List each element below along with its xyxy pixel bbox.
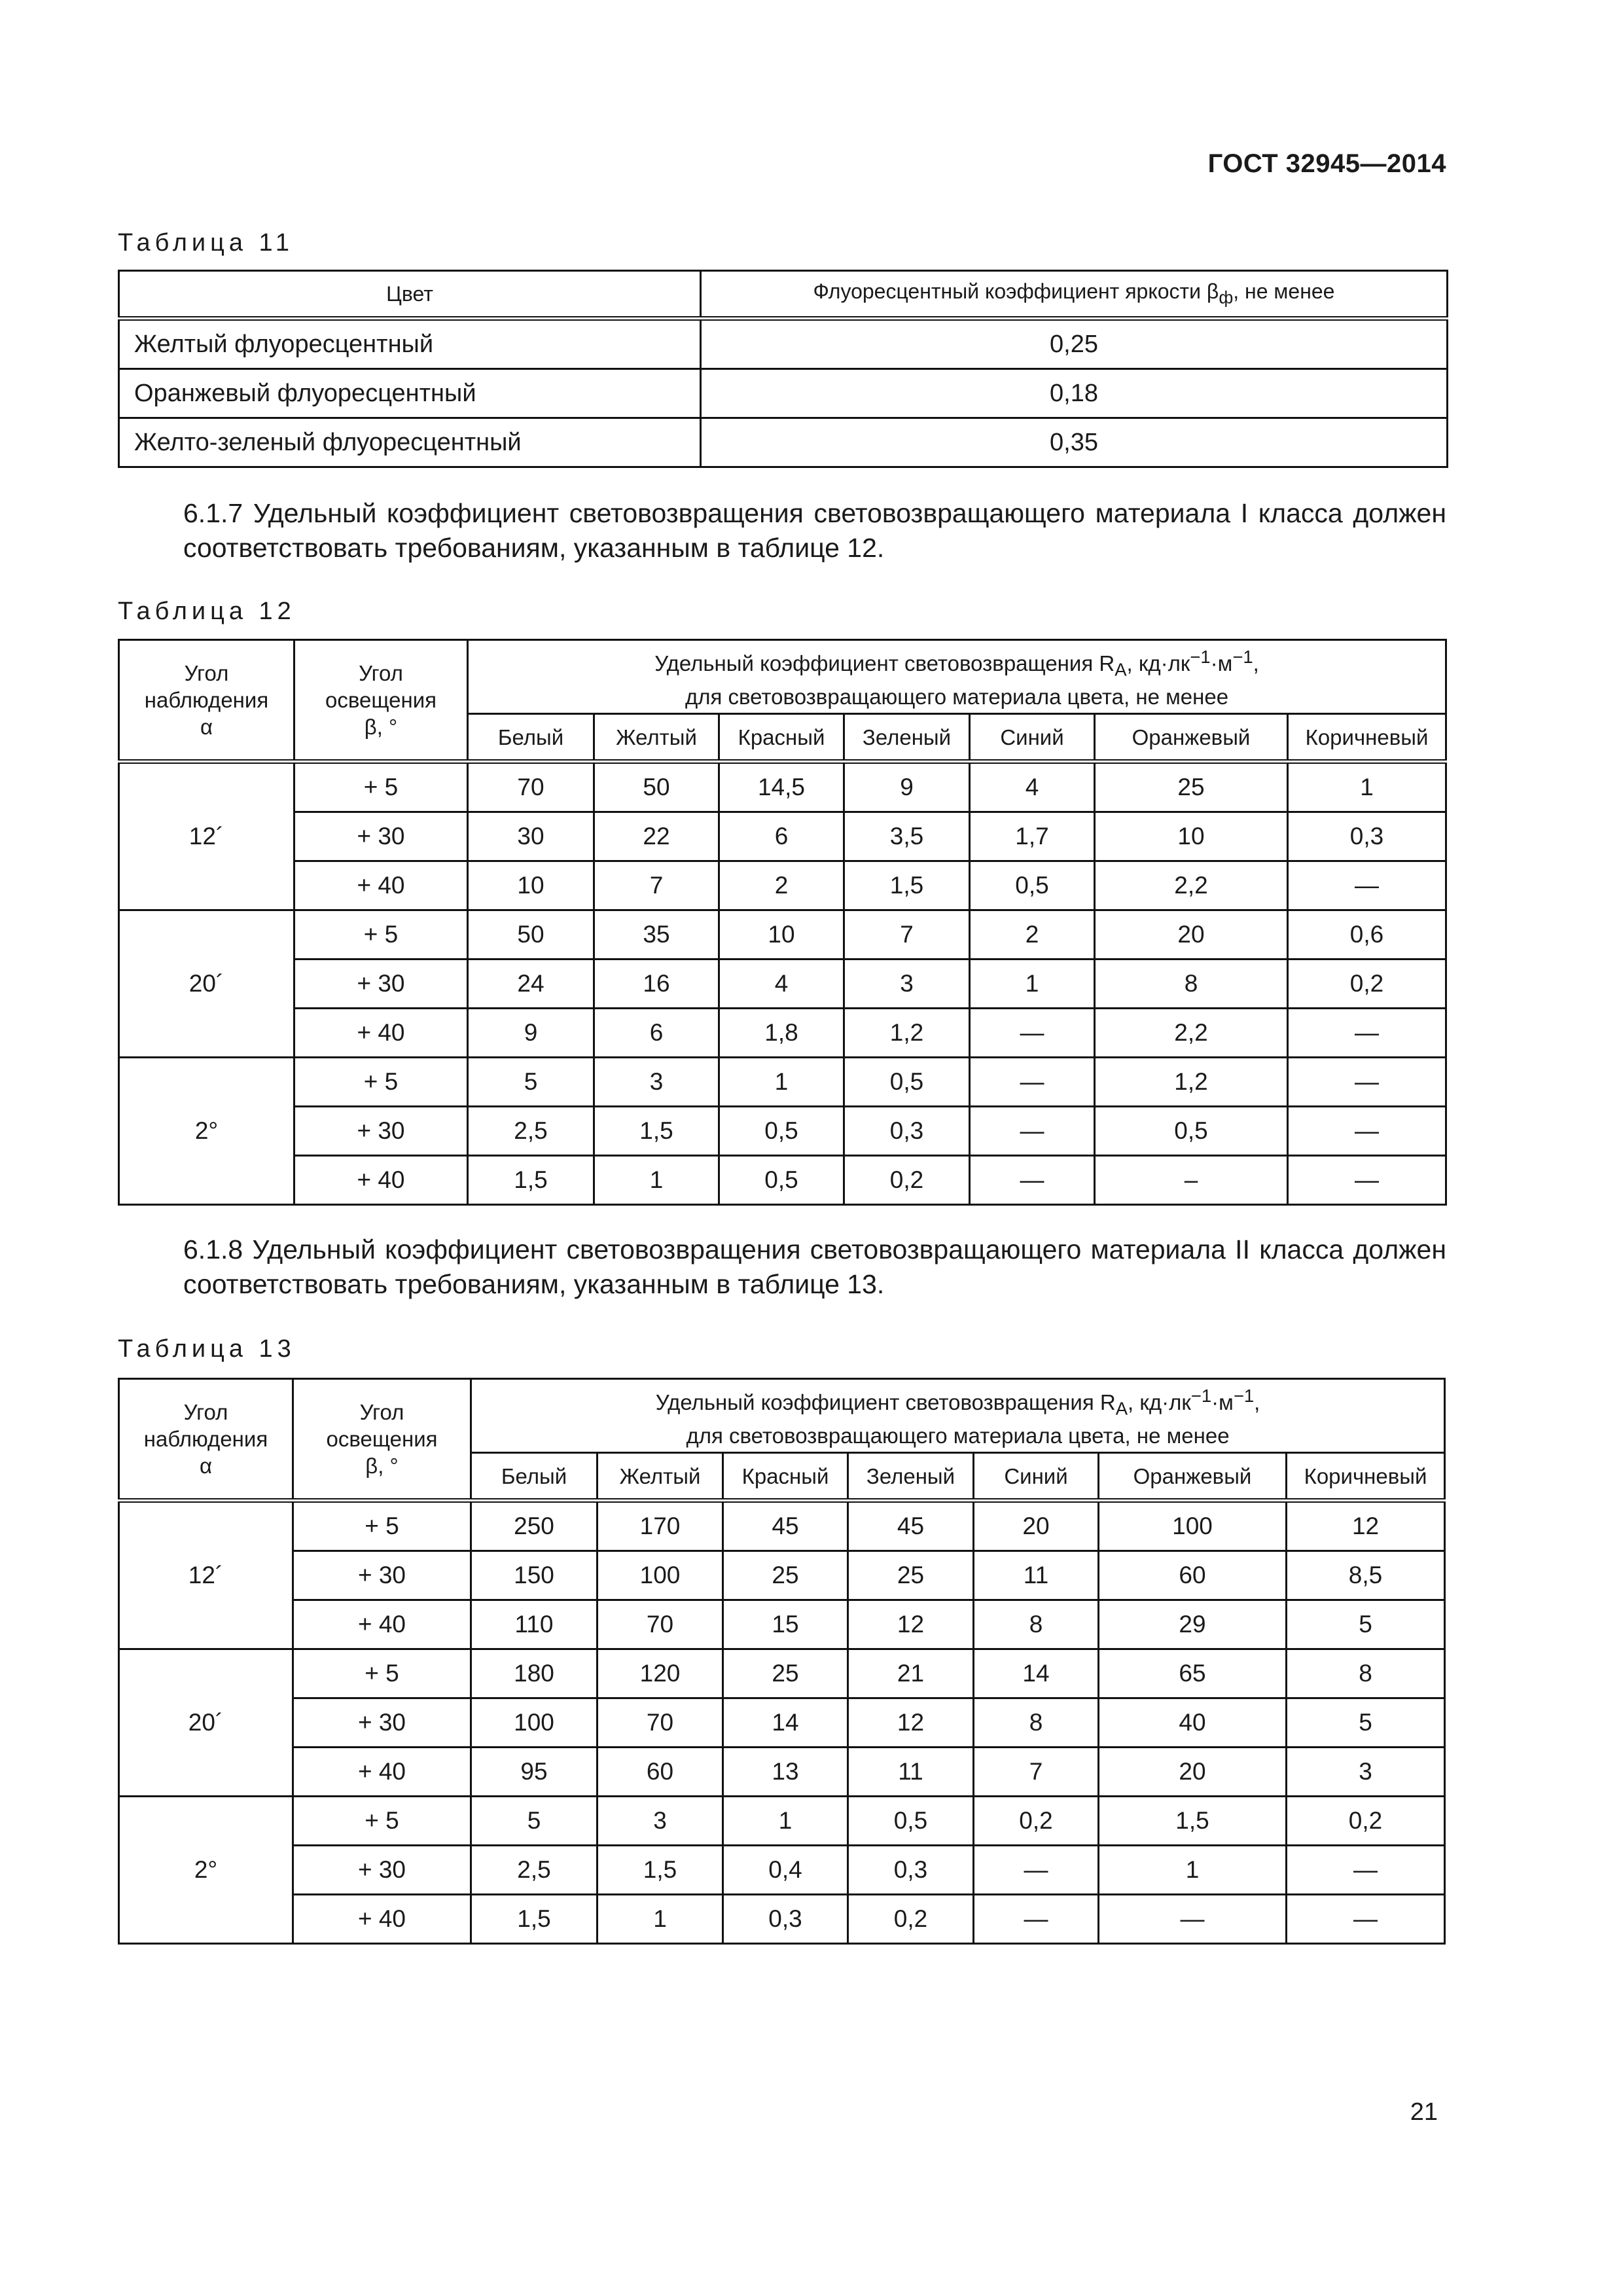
- value-cell: 50: [468, 910, 594, 960]
- value-cell: —: [1288, 1107, 1446, 1156]
- value-cell: 8: [1095, 960, 1288, 1009]
- value-cell: 1,2: [844, 1009, 970, 1058]
- value-cell: —: [1287, 1846, 1445, 1895]
- table-row: [119, 418, 1448, 467]
- value-cell: 8: [974, 1698, 1099, 1748]
- value-cell: 120: [597, 1649, 723, 1698]
- value-cell: —: [974, 1846, 1099, 1895]
- observation-angle-cell: 2°: [119, 1058, 294, 1205]
- value-cell: 0,6: [1288, 910, 1446, 960]
- value-cell: —: [970, 1009, 1095, 1058]
- value-cell: 4: [970, 762, 1095, 812]
- value-cell: 45: [723, 1501, 848, 1551]
- table-12: [118, 639, 1447, 1206]
- column-header-color: Оранжевый: [1095, 714, 1288, 762]
- value-cell: 5: [468, 1058, 594, 1107]
- value-cell: —: [1288, 1009, 1446, 1058]
- table-row: [119, 812, 1446, 861]
- value-cell: 1: [719, 1058, 844, 1107]
- value-cell: 3: [1287, 1748, 1445, 1797]
- value-cell: 4: [719, 960, 844, 1009]
- coefficient-cell: 0,18: [701, 369, 1448, 418]
- value-cell: 3: [597, 1797, 723, 1846]
- value-cell: 12: [1287, 1501, 1445, 1551]
- illumination-angle-cell: + 30: [293, 1551, 471, 1600]
- table-row: [119, 369, 1448, 418]
- illumination-angle-cell: + 30: [293, 1698, 471, 1748]
- table-row: [119, 1156, 1446, 1205]
- column-header-color: Белый: [468, 714, 594, 762]
- value-cell: 1,5: [597, 1846, 723, 1895]
- table-row: [119, 1698, 1445, 1748]
- table-11: [118, 270, 1448, 468]
- observation-angle-cell: 12´: [119, 762, 294, 910]
- value-cell: 8: [974, 1600, 1099, 1649]
- value-cell: 100: [471, 1698, 597, 1748]
- value-cell: 0,3: [848, 1846, 974, 1895]
- document-code: ГОСТ 32945—2014: [1207, 149, 1446, 178]
- value-cell: 2,2: [1095, 1009, 1288, 1058]
- table-row: [119, 1009, 1446, 1058]
- value-cell: 7: [594, 861, 719, 910]
- illumination-angle-cell: + 40: [293, 1748, 471, 1797]
- value-cell: 12: [848, 1698, 974, 1748]
- table-row: [119, 1797, 1445, 1846]
- illumination-angle-cell: + 5: [293, 1501, 471, 1551]
- value-cell: 25: [723, 1649, 848, 1698]
- value-cell: 0,5: [719, 1107, 844, 1156]
- value-cell: 0,5: [1095, 1107, 1288, 1156]
- table-row: [119, 1551, 1445, 1600]
- table-row: [119, 1058, 1446, 1107]
- table-row: [119, 1895, 1445, 1944]
- value-cell: 2,2: [1095, 861, 1288, 910]
- value-cell: 0,2: [974, 1797, 1099, 1846]
- illumination-angle-cell: + 5: [293, 1649, 471, 1698]
- illumination-angle-cell: + 5: [294, 1058, 468, 1107]
- table-row: [119, 1501, 1445, 1551]
- column-header-color: Красный: [723, 1453, 848, 1501]
- value-cell: 45: [848, 1501, 974, 1551]
- illumination-angle-cell: + 30: [293, 1846, 471, 1895]
- value-cell: 24: [468, 960, 594, 1009]
- table-12-caption: Таблица 12: [118, 598, 296, 625]
- page-number: 21: [1410, 2098, 1438, 2126]
- value-cell: 35: [594, 910, 719, 960]
- value-cell: 0,5: [844, 1058, 970, 1107]
- table-row: [119, 861, 1446, 910]
- value-cell: 1,2: [1095, 1058, 1288, 1107]
- value-cell: 1,5: [1099, 1797, 1287, 1846]
- value-cell: 3: [594, 1058, 719, 1107]
- value-cell: 0,2: [1287, 1797, 1445, 1846]
- column-header-color: Синий: [970, 714, 1095, 762]
- column-header-color: Белый: [471, 1453, 597, 1501]
- column-header-illumination-angle: Угол освещения β, °: [293, 1379, 471, 1501]
- value-cell: —: [1288, 1058, 1446, 1107]
- column-header-color: Цвет: [119, 271, 701, 319]
- value-cell: 7: [974, 1748, 1099, 1797]
- illumination-angle-cell: + 40: [294, 1156, 468, 1205]
- value-cell: 1: [1288, 762, 1446, 812]
- value-cell: 110: [471, 1600, 597, 1649]
- value-cell: 14: [723, 1698, 848, 1748]
- table-row: [119, 910, 1446, 960]
- value-cell: 16: [594, 960, 719, 1009]
- observation-angle-cell: 20´: [119, 1649, 293, 1797]
- value-cell: 22: [594, 812, 719, 861]
- value-cell: 70: [468, 762, 594, 812]
- value-cell: 170: [597, 1501, 723, 1551]
- value-cell: 1: [597, 1895, 723, 1944]
- value-cell: 21: [848, 1649, 974, 1698]
- value-cell: 7: [844, 910, 970, 960]
- value-cell: 5: [471, 1797, 597, 1846]
- value-cell: 3: [844, 960, 970, 1009]
- value-cell: 0,5: [970, 861, 1095, 910]
- illumination-angle-cell: + 40: [294, 861, 468, 910]
- value-cell: 1,5: [468, 1156, 594, 1205]
- value-cell: 13: [723, 1748, 848, 1797]
- illumination-angle-cell: + 30: [294, 812, 468, 861]
- value-cell: 70: [597, 1698, 723, 1748]
- color-name-cell: Желто-зеленый флуоресцентный: [119, 418, 701, 467]
- value-cell: 0,3: [844, 1107, 970, 1156]
- value-cell: 95: [471, 1748, 597, 1797]
- value-cell: 11: [974, 1551, 1099, 1600]
- value-cell: —: [970, 1156, 1095, 1205]
- observation-angle-cell: 20´: [119, 910, 294, 1058]
- paragraph-6-1-7: 6.1.7 Удельный коэффициент световозвращения световозвращающего материала I класса должен соответствовать требованиям, указанным в таблице 12.: [183, 498, 1446, 563]
- value-cell: 8: [1287, 1649, 1445, 1698]
- column-header-color: Желтый: [594, 714, 719, 762]
- value-cell: 180: [471, 1649, 597, 1698]
- column-header-retroreflection-coefficient: Удельный коэффициент световозвращения $R_А$, $кд\cdot лк^{-1}\cdot м^{-1}$, для световозвращающего материала цвета, не менее: [471, 1379, 1445, 1453]
- value-cell: 40: [1099, 1698, 1287, 1748]
- illumination-angle-cell: + 5: [293, 1797, 471, 1846]
- value-cell: 0,2: [848, 1895, 974, 1944]
- value-cell: 2: [719, 861, 844, 910]
- value-cell: 25: [1095, 762, 1288, 812]
- value-cell: 0,5: [719, 1156, 844, 1205]
- value-cell: 0,2: [1288, 960, 1446, 1009]
- value-cell: 9: [844, 762, 970, 812]
- value-cell: 60: [1099, 1551, 1287, 1600]
- value-cell: 12: [848, 1600, 974, 1649]
- value-cell: 150: [471, 1551, 597, 1600]
- value-cell: 2: [970, 910, 1095, 960]
- value-cell: 10: [1095, 812, 1288, 861]
- value-cell: 30: [468, 812, 594, 861]
- value-cell: 9: [468, 1009, 594, 1058]
- value-cell: 60: [597, 1748, 723, 1797]
- paragraph-6-1-8: 6.1.8 Удельный коэффициент световозвращения световозвращающего материала II класса должен соответствовать требованиям, указанным в таблице 13.: [183, 1234, 1446, 1299]
- value-cell: 1,8: [719, 1009, 844, 1058]
- observation-angle-cell: 2°: [119, 1797, 293, 1944]
- value-cell: —: [1287, 1895, 1445, 1944]
- value-cell: 65: [1099, 1649, 1287, 1698]
- table-row: [119, 1649, 1445, 1698]
- table-11-caption: Таблица 11: [118, 229, 294, 257]
- column-header-retroreflection-coefficient: Удельный коэффициент световозвращения $R_А$, $кд\cdot лк^{-1}\cdot м^{-1}$, для световозвращающего материала цвета, не менее: [468, 640, 1446, 714]
- value-cell: 1: [1099, 1846, 1287, 1895]
- value-cell: 0,2: [844, 1156, 970, 1205]
- value-cell: 6: [719, 812, 844, 861]
- illumination-angle-cell: + 40: [293, 1600, 471, 1649]
- value-cell: 20: [974, 1501, 1099, 1551]
- value-cell: 0,4: [723, 1846, 848, 1895]
- table-13: [118, 1378, 1446, 1945]
- value-cell: 2,5: [471, 1846, 597, 1895]
- value-cell: 15: [723, 1600, 848, 1649]
- illumination-angle-cell: + 5: [294, 762, 468, 812]
- value-cell: 1: [723, 1797, 848, 1846]
- value-cell: 14,5: [719, 762, 844, 812]
- value-cell: 100: [1099, 1501, 1287, 1551]
- table-row: [119, 1748, 1445, 1797]
- value-cell: 250: [471, 1501, 597, 1551]
- value-cell: 25: [848, 1551, 974, 1600]
- value-cell: 14: [974, 1649, 1099, 1698]
- table-row: [119, 1600, 1445, 1649]
- value-cell: 29: [1099, 1600, 1287, 1649]
- column-header-color: Красный: [719, 714, 844, 762]
- table-row: [119, 1846, 1445, 1895]
- value-cell: 6: [594, 1009, 719, 1058]
- illumination-angle-cell: + 30: [294, 960, 468, 1009]
- value-cell: 5: [1287, 1698, 1445, 1748]
- value-cell: 20: [1099, 1748, 1287, 1797]
- value-cell: 3,5: [844, 812, 970, 861]
- value-cell: 25: [723, 1551, 848, 1600]
- value-cell: 0,3: [1288, 812, 1446, 861]
- column-header-color: Зеленый: [848, 1453, 974, 1501]
- column-header-color: Коричневый: [1287, 1453, 1445, 1501]
- illumination-angle-cell: + 40: [293, 1895, 471, 1944]
- value-cell: 1: [594, 1156, 719, 1205]
- table-13-caption: Таблица 13: [118, 1335, 296, 1363]
- value-cell: —: [970, 1107, 1095, 1156]
- illumination-angle-cell: + 30: [294, 1107, 468, 1156]
- value-cell: —: [1288, 1156, 1446, 1205]
- value-cell: 1: [970, 960, 1095, 1009]
- value-cell: 1,5: [844, 861, 970, 910]
- coefficient-cell: 0,35: [701, 418, 1448, 467]
- column-header-color: Синий: [974, 1453, 1099, 1501]
- value-cell: 0,5: [848, 1797, 974, 1846]
- value-cell: 1,7: [970, 812, 1095, 861]
- value-cell: 20: [1095, 910, 1288, 960]
- illumination-angle-cell: + 40: [294, 1009, 468, 1058]
- value-cell: —: [970, 1058, 1095, 1107]
- table-row: [119, 319, 1448, 369]
- value-cell: 2,5: [468, 1107, 594, 1156]
- value-cell: 8,5: [1287, 1551, 1445, 1600]
- value-cell: 10: [719, 910, 844, 960]
- value-cell: —: [974, 1895, 1099, 1944]
- value-cell: 5: [1287, 1600, 1445, 1649]
- observation-angle-cell: 12´: [119, 1501, 293, 1649]
- value-cell: 1,5: [594, 1107, 719, 1156]
- table-row: [119, 960, 1446, 1009]
- column-header-observation-angle: Угол наблюдения α: [119, 640, 294, 762]
- column-header-observation-angle: Угол наблюдения α: [119, 1379, 293, 1501]
- column-header-illumination-angle: Угол освещения β, °: [294, 640, 468, 762]
- color-name-cell: Желтый флуоресцентный: [119, 319, 701, 369]
- value-cell: 10: [468, 861, 594, 910]
- column-header-color: Оранжевый: [1099, 1453, 1287, 1501]
- table-row: [119, 1107, 1446, 1156]
- illumination-angle-cell: + 5: [294, 910, 468, 960]
- column-header-color: Коричневый: [1288, 714, 1446, 762]
- column-header-color: Зеленый: [844, 714, 970, 762]
- column-header-color: Желтый: [597, 1453, 723, 1501]
- table-row: [119, 762, 1446, 812]
- column-header-coefficient: Флуоресцентный коэффициент яркости $\beta_ф$, не менее: [701, 271, 1448, 319]
- value-cell: 1,5: [471, 1895, 597, 1944]
- value-cell: –: [1095, 1156, 1288, 1205]
- value-cell: 50: [594, 762, 719, 812]
- value-cell: —: [1288, 861, 1446, 910]
- color-name-cell: Оранжевый флуоресцентный: [119, 369, 701, 418]
- value-cell: 11: [848, 1748, 974, 1797]
- table-11-header-row: [119, 271, 1448, 319]
- value-cell: 70: [597, 1600, 723, 1649]
- value-cell: 0,3: [723, 1895, 848, 1944]
- value-cell: —: [1099, 1895, 1287, 1944]
- value-cell: 100: [597, 1551, 723, 1600]
- coefficient-cell: 0,25: [701, 319, 1448, 369]
